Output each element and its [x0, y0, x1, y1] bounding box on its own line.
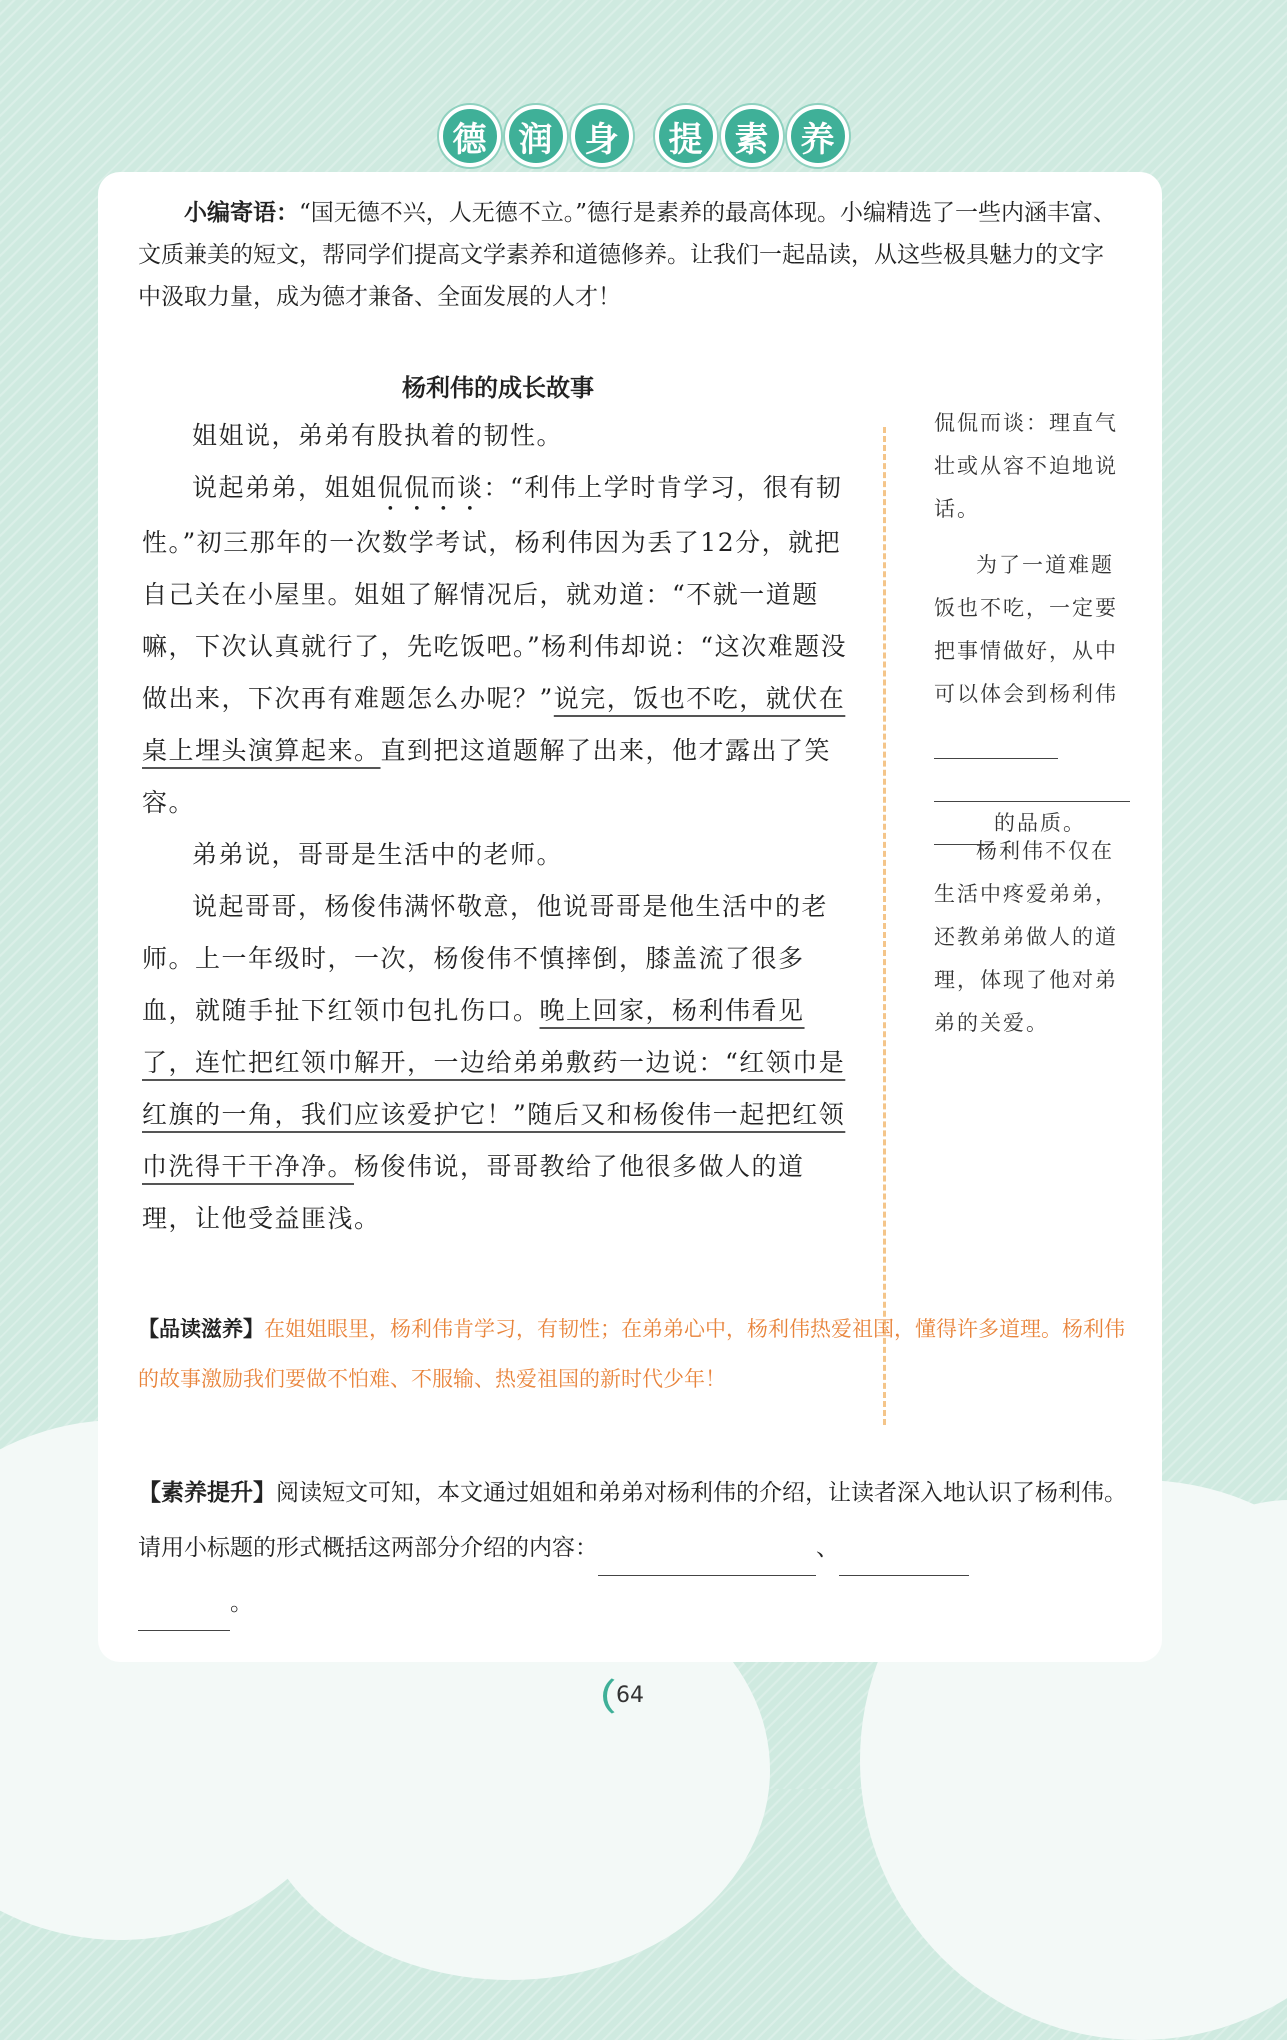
story-paragraph: [142, 410, 850, 462]
title-group-2: [655, 105, 849, 167]
editor-note-text: “国无德不兴，人无德不立。”德行是素养的最高体现。小编精选了一些内涵丰富、文质兼美的短文，帮同学们提高文学素养和道德修养。让我们一起品读，从这些极具魅力的文字中汲取力量，成为德才兼备、全面发展的人才！: [138, 200, 1117, 310]
story-body: [142, 410, 850, 1245]
title-char: 润: [505, 105, 567, 167]
story-text: 直到把这道题解了出来，他才露出了笑容。: [142, 736, 832, 817]
answer-blank[interactable]: [934, 730, 1058, 759]
side-note-text: 为了一道难题饭也不吃，一定要把事情做好，从中可以体会到杨利伟: [934, 553, 1118, 706]
title-char: 身: [571, 105, 633, 167]
reading-nourishment: [138, 1304, 1138, 1404]
underlined-sentence: 说完，饭也不吃，就伏在桌上埋头演算起来。: [142, 684, 846, 765]
answer-blank[interactable]: [934, 773, 1130, 802]
story-text: 说起哥哥，杨俊伟满怀敬意，他说哥哥是他生活中的老师。上一年级时，一次，杨俊伟不慎摔倒，膝盖流了很多血，就随手扯下红领巾包扎伤口。: [142, 892, 829, 1025]
editor-note-label: 小编寄语：: [184, 200, 299, 226]
period: 。: [230, 1590, 253, 1616]
emphasized-term: 侃侃而谈: [377, 473, 484, 502]
reading-nourishment-text: 在姐姐眼里，杨利伟肯学习，有韧性；在弟弟心中，杨利伟热爱祖国，懂得许多道理。杨利伟的故事激励我们要做不怕难、不服输、热爱祖国的新时代少年！: [138, 1317, 1125, 1391]
title-char: 素: [721, 105, 783, 167]
literacy-improvement-label: 【素养提升】: [138, 1480, 276, 1506]
title-char: 养: [787, 105, 849, 167]
title-group-1: [439, 105, 633, 167]
story-title: 杨利伟的成长故事: [402, 374, 594, 402]
side-note-definition: 侃侃而谈：理直气壮或从容不迫地说话。: [934, 411, 1118, 521]
answer-blank[interactable]: [138, 1602, 230, 1631]
answer-blank[interactable]: [598, 1547, 816, 1576]
separator: 、: [816, 1535, 839, 1561]
crescent-icon: [603, 1674, 647, 1718]
page-number: [597, 1670, 663, 1720]
page-number-text: 64: [616, 1682, 644, 1708]
answer-blank[interactable]: [839, 1547, 969, 1576]
side-note-text: 的品质。: [994, 811, 1086, 835]
story-paragraph: [142, 829, 850, 881]
dashed-divider: [883, 427, 886, 1425]
literacy-improvement: [138, 1466, 1138, 1631]
editor-note: [138, 192, 1123, 318]
side-note-comment: 杨利伟不仅在生活中疼爱弟弟，还教弟弟做人的道理，体现了他对弟弟的关爱。: [934, 839, 1118, 1035]
reading-nourishment-label: 【品读滋养】: [138, 1317, 264, 1341]
story-paragraph: [142, 462, 850, 829]
story-text: ：“利伟上学时肯学习，很有韧性。”初三那年的一次数学考试，杨利伟因为丢了12分，就把自己关在小屋里。姐姐了解情况后，就劝道：“不就一道题嘛，下次认真就行了，先吃饭吧。”杨利伟却说：“这次难题没做出来，下次再有难题怎么办呢？”: [142, 473, 848, 713]
story-text: 说起弟弟，姐姐: [192, 473, 378, 502]
title-char: 提: [655, 105, 717, 167]
title-char: 德: [439, 105, 501, 167]
literacy-improvement-text: 阅读短文可知，本文通过姐姐和弟弟对杨利伟的介绍，让读者深入地认识了杨利伟。请用小标题的形式概括这两部分介绍的内容：: [138, 1480, 1127, 1561]
section-header: [0, 105, 1287, 167]
story-text: 姐姐说，弟弟有股执着的韧性。: [192, 421, 564, 450]
story-text: 杨俊伟说，哥哥教给了他很多做人的道理，让他受益匪浅。: [142, 1152, 805, 1233]
content-card: [98, 172, 1162, 1662]
story-text: 弟弟说，哥哥是生活中的老师。: [192, 840, 564, 869]
story-paragraph: [142, 881, 850, 1245]
underlined-sentence: 晚上回家，杨利伟看见了，连忙把红领巾解开，一边给弟弟敷药一边说：“红领巾是红旗的一角，我们应该爱护它！”随后又和杨俊伟一起把红领巾洗得干干净净。: [142, 996, 846, 1181]
side-note-question: [934, 544, 1130, 845]
